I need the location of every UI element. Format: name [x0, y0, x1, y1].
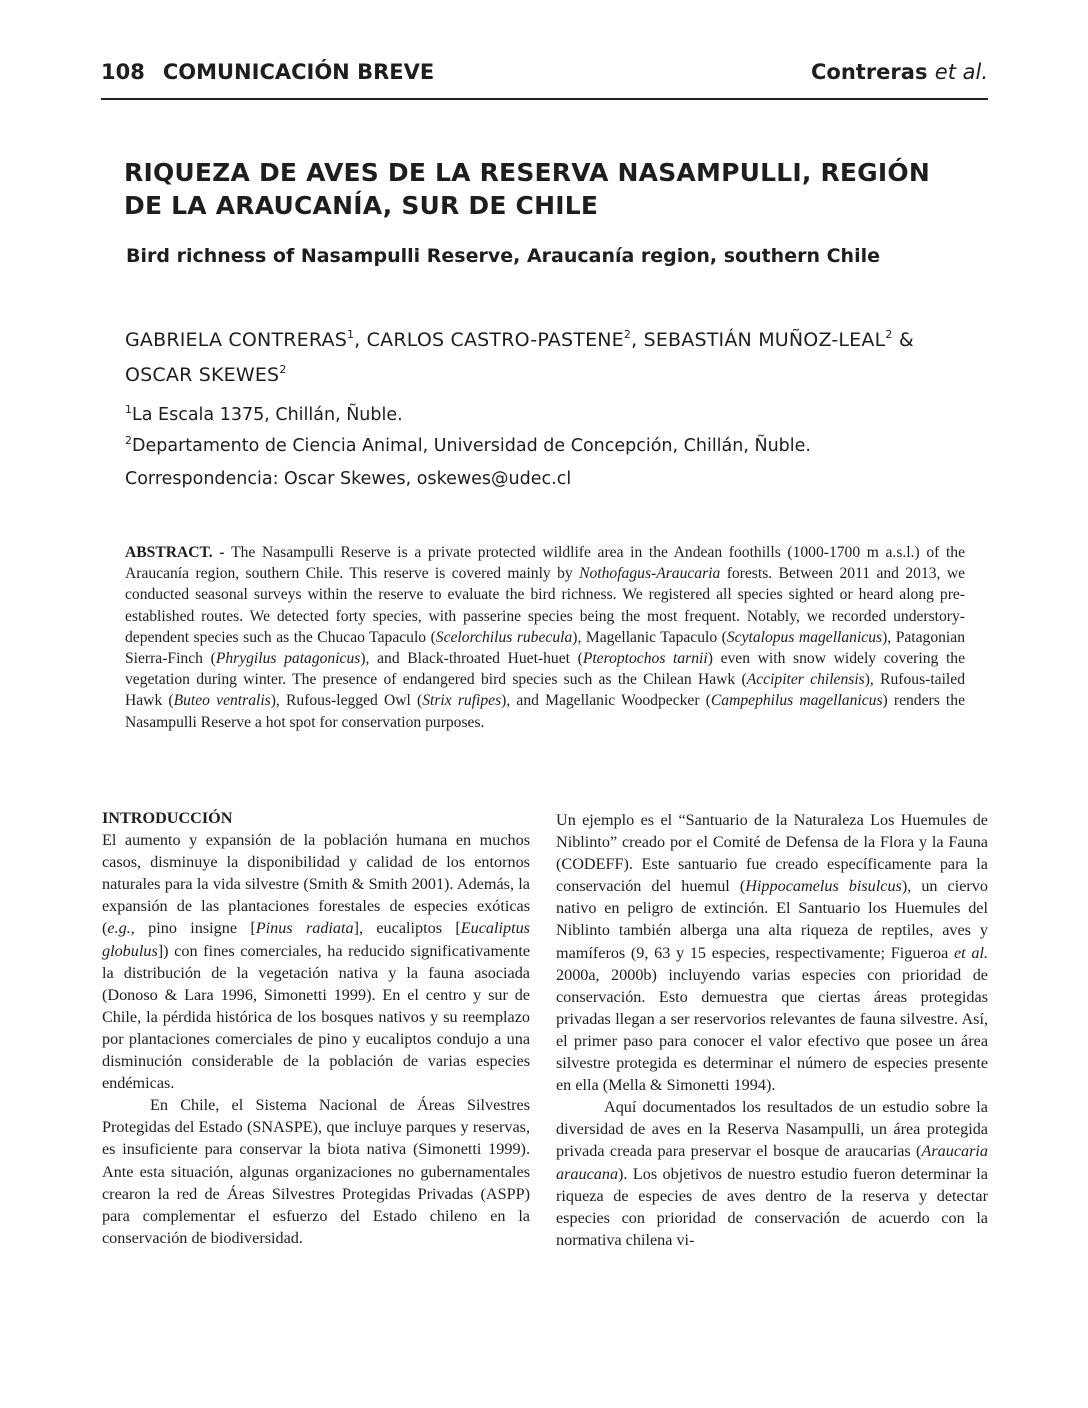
text-run: ]) con fines comerciales, ha reducido significativamente la distribución de la vegetación nativa y la fauna asociada (Donoso & Lara 1996, Simonetti 1999). En el centro y sur de Chile, la pérdida histórica de los bosques nativos y su reemplazo por plantaciones comerciales de pino y eucaliptos condujo a una disminución considerable de la población de varias especies endémicas.	[102, 941, 530, 1093]
running-head	[101, 58, 988, 92]
et-al: et al.	[934, 60, 988, 84]
text-run: forests. Between 2011 and 2013, we conducted seasonal surveys within the reserve to evaluate the bird richness. We registered all species sighted or heard along pre-established routes. We detected forty species, with passerine species being the most frequent. Notably, we recorded understory-dependent species such as the Chucao Tapaculo (	[125, 565, 966, 646]
abstract-label: ABSTRACT. -	[125, 544, 232, 561]
body-paragraph	[102, 829, 530, 1094]
text-run: ), Magellanic Tapaculo (	[572, 628, 727, 646]
header-rule	[101, 98, 988, 100]
body-paragraph	[556, 809, 988, 1096]
text-run: ), and Black-throated Huet-huet (	[360, 650, 583, 668]
body-paragraph	[102, 1094, 530, 1249]
affiliation-text: La Escala 1375, Chillán, Ñuble.	[132, 405, 403, 425]
text-run: ) even with snow widely covering the vegetation during winter. The presence of endangered bird species such as the Chilean Hawk (	[125, 650, 966, 689]
species-name: Pinus radiata	[255, 919, 354, 938]
text-run: ) renders the Nasampulli Reserve a hot spot for conservation purposes.	[125, 692, 965, 731]
species-name: Scelorchilus rubecula	[435, 628, 573, 646]
species-name: Scytalopus magellanicus	[726, 628, 883, 646]
species-name: Strix rufipes	[422, 692, 502, 710]
species-name: et al.	[953, 943, 989, 962]
species-name: Nothofagus-Araucaria	[579, 565, 721, 583]
text-run: Aquí documentados los resultados de un estudio sobre la diversidad de aves en la Reserva Nasampulli, un área protegida privada creada para preservar el bosque de araucarias (	[556, 1098, 988, 1161]
body-paragraph	[556, 1096, 988, 1251]
species-name: Campephilus magellanicus	[710, 692, 883, 710]
article-title: RIQUEZA DE AVES DE LA RESERVA NASAMPULLI, REGIÓN DE LA ARAUCANÍA, SUR DE CHILE	[124, 158, 930, 220]
author-name: OSCAR SKEWES	[125, 364, 280, 386]
affiliation-text: Departamento de Ciencia Animal, Universidad de Concepción, Chillán, Ñuble.	[132, 436, 811, 456]
affiliation-mark: 2	[125, 434, 132, 447]
article-subtitle: Bird richness of Nasampulli Reserve, Araucanía region, southern Chile	[126, 245, 880, 267]
text-run: ], eucaliptos [	[353, 919, 461, 938]
affiliations	[125, 397, 985, 459]
text-run: En Chile, el Sistema Nacional de Áreas Silvestres Protegidas del Estado (SNASPE), que incluye parques y reservas, es insuficiente para conservar la biota nativa (Simonetti 1999). Ante esta situación, algunas organizaciones no gubernamentales crearon la red de Áreas Silvestres Protegidas Privadas (ASPP) para complementar el esfuerzo del Estado chileno en la conservación de biodiversidad.	[102, 1096, 530, 1247]
species-name: Phrygilus patagonicus	[215, 650, 361, 668]
text-run: ), Patagonian Sierra-Finch (	[125, 628, 965, 668]
author-name: SEBASTIÁN MUÑOZ-LEAL	[643, 329, 886, 351]
affiliation-line	[125, 397, 985, 428]
text-run: ), Rufous-tailed Hawk (	[125, 671, 965, 710]
species-name: Araucaria araucana	[556, 1142, 988, 1183]
left-column	[102, 807, 530, 1249]
author-separator: ,	[631, 329, 644, 351]
text-run: The Nasampulli Reserve is a private protected wildlife area in the Andean foothills (1000-1700 m a.s.l.) of the Araucanía region, southern Chile. This reserve is covered mainly by	[125, 544, 965, 583]
author-name: CARLOS CASTRO-PASTENE	[366, 329, 624, 351]
text-run: 2000a, 2000b) incluyendo varias especies con prioridad de conservación. Esto demuestra que ciertas áreas protegidas privadas llegan a ser reservorios relevantes de fauna silvestre. Así, el primer paso para conocer el valor efectivo que posee un área silvestre protegida es determinar el número de especies presente en ella (Mella & Simonetti 1994).	[556, 965, 988, 1095]
author-affiliation-mark: 2	[623, 328, 632, 341]
author-list	[125, 320, 985, 390]
section-label: COMUNICACIÓN BREVE	[162, 60, 435, 84]
text-run: , pino insigne [	[130, 919, 256, 938]
species-name: Accipiter chilensis	[746, 671, 865, 689]
abstract	[125, 542, 965, 733]
species-name: Eucaliptus globulus	[102, 919, 530, 960]
author-separator: &	[892, 329, 914, 351]
author-short: Contreras	[811, 60, 928, 84]
species-name: e.g.	[107, 919, 131, 938]
text-run: ), Rufous-legged Owl (	[270, 692, 423, 710]
affiliation-mark: 1	[125, 403, 132, 416]
correspondence: Correspondencia: Oscar Skewes, oskewes@udec.cl	[125, 469, 572, 489]
page-number: 108	[101, 60, 145, 84]
text-run: ). Los objetivos de nuestro estudio fueron determinar la riqueza de especies de aves dentro de la reserva y detectar especies con prioridad de conservación de acuerdo con la normativa chilena vi-	[556, 1164, 988, 1249]
text-run: ), and Magellanic Woodpecker (	[501, 692, 711, 710]
species-name: Buteo ventralis	[173, 692, 271, 710]
running-head-left	[101, 60, 434, 84]
text-run: El aumento y expansión de la población humana en muchos casos, disminuye la disponibilidad y calidad de los entornos naturales para la vida silvestre (Smith & Smith 2001). Además, la expansión de las plantaciones forestales de especies exóticas (	[102, 831, 530, 938]
author-separator: ,	[354, 329, 367, 351]
species-name: Pteroptochos tarnii	[582, 650, 708, 668]
text-run: Un ejemplo es el “Santuario de la Naturaleza Los Huemules de Niblinto” creado por el Comité de Defensa de la Flora y la Fauna (CODEFF). Este santuario fue creado específicamente para la conservación del huemul (	[556, 811, 988, 896]
affiliation-line	[125, 428, 985, 459]
right-column	[556, 809, 988, 1251]
species-name: Hippocamelus bisulcus	[745, 877, 902, 896]
section-heading-introduccion: INTRODUCCIÓN	[102, 809, 233, 827]
author-name: GABRIELA CONTRERAS	[125, 329, 347, 351]
running-head-right	[811, 60, 988, 84]
author-affiliation-mark: 2	[885, 328, 893, 341]
author-affiliation-mark: 1	[346, 328, 355, 341]
author-affiliation-mark: 2	[279, 363, 287, 376]
text-run: ), un ciervo nativo en peligro de extinción. El Santuario los Huemules del Niblinto también alberga una alta riqueza de reptiles, aves y mamíferos (9, 63 y 15 especies, respectivamente; Figueroa	[556, 877, 988, 962]
